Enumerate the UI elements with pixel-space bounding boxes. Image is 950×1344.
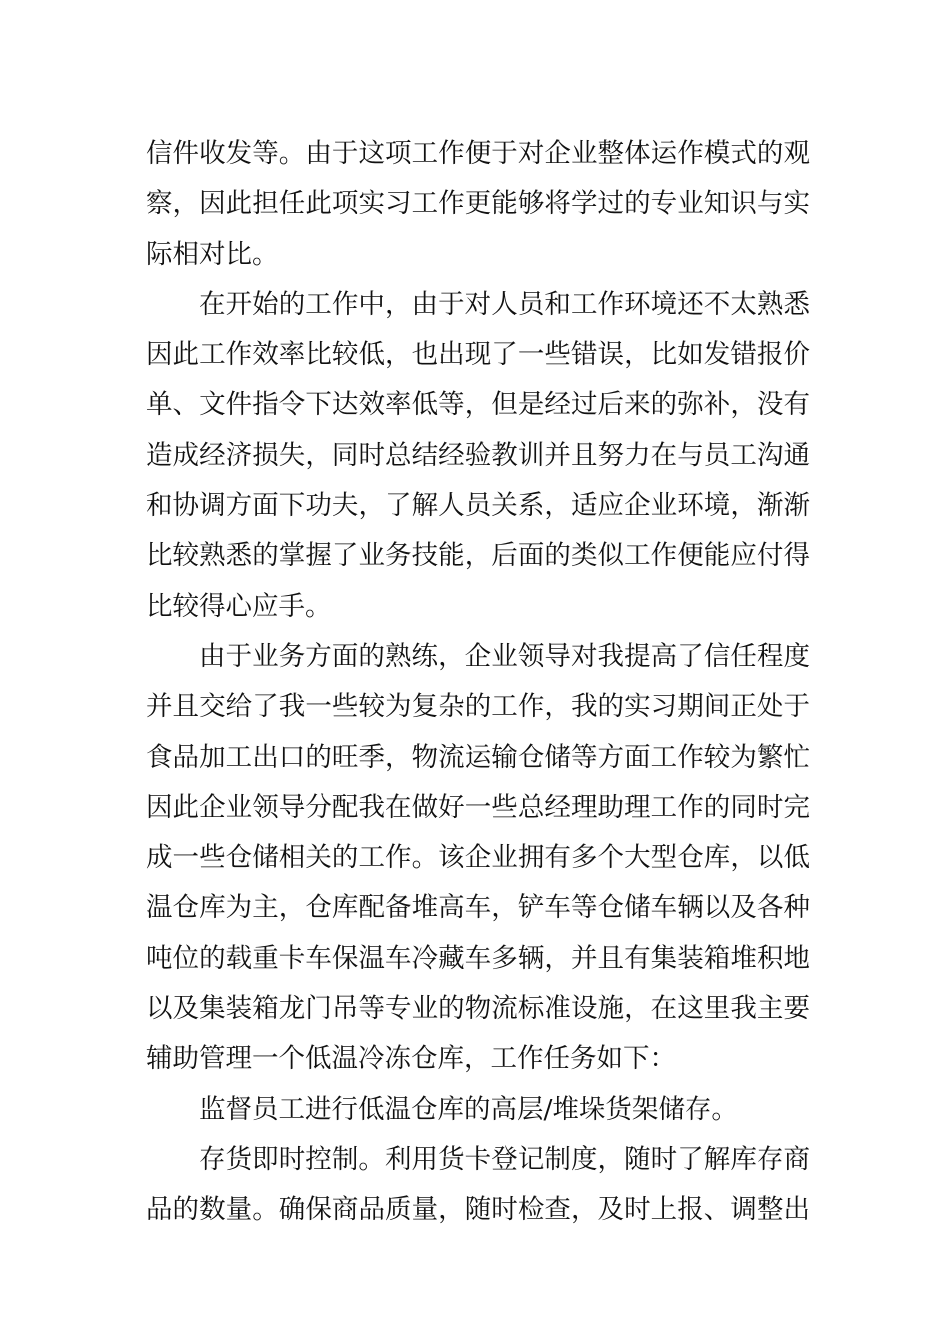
document-body <box>146 129 810 1236</box>
text-line: 吨位的载重卡车保温车冷藏车多辆，并且有集装箱堆积地 <box>146 942 810 974</box>
text-line: 单、文件指令下达效率低等，但是经过后来的弥补，没有 <box>146 389 810 421</box>
text-line: 信件收发等。由于这项工作便于对企业整体运作模式的观 <box>146 138 810 169</box>
paragraph-first-line: 由于业务方面的熟练，企业领导对我提高了信任程度 <box>199 640 810 672</box>
text-line: 和协调方面下功夫，了解人员关系，适应企业环境，渐渐 <box>146 490 810 522</box>
text-line: 以及集装箱龙门吊等专业的物流标准设施，在这里我主要 <box>146 993 810 1025</box>
text-line: 品的数量。确保商品质量，随时检查，及时上报、调整出 <box>146 1194 810 1226</box>
text-line: 食品加工出口的旺季，物流运输仓储等方面工作较为繁忙 <box>146 741 810 773</box>
paragraph-first-line: 监督员工进行低温仓库的高层/堆垛货架储存。 <box>199 1093 738 1125</box>
text-line: 温仓库为主，仓库配备堆高车，铲车等仓储车辆以及各种 <box>146 892 810 924</box>
text-line: 比较熟悉的掌握了业务技能，后面的类似工作便能应付得 <box>146 540 810 572</box>
text-line: 察，因此担任此项实习工作更能够将学过的专业知识与实 <box>146 188 810 220</box>
text-line: 比较得心应手。 <box>146 590 332 622</box>
text-line: 并且交给了我一些较为复杂的工作，我的实习期间正处于 <box>146 691 810 723</box>
paragraph-first-line: 存货即时控制。利用货卡登记制度，随时了解库存商 <box>199 1143 810 1175</box>
text-line: 际相对比。 <box>146 238 279 270</box>
text-line: 造成经济损失，同时总结经验教训并且努力在与员工沟通 <box>146 439 810 471</box>
paragraph-first-line: 在开始的工作中，由于对人员和工作环境还不太熟悉 <box>199 288 810 320</box>
text-line: 成一些仓储相关的工作。该企业拥有多个大型仓库，以低 <box>146 842 810 874</box>
text-line: 辅助管理一个低温冷冻仓库，工作任务如下： <box>146 1043 676 1075</box>
text-line: 因此企业领导分配我在做好一些总经理助理工作的同时完 <box>146 791 810 823</box>
text-line: 因此工作效率比较低，也出现了一些错误，比如发错报价 <box>146 339 810 371</box>
